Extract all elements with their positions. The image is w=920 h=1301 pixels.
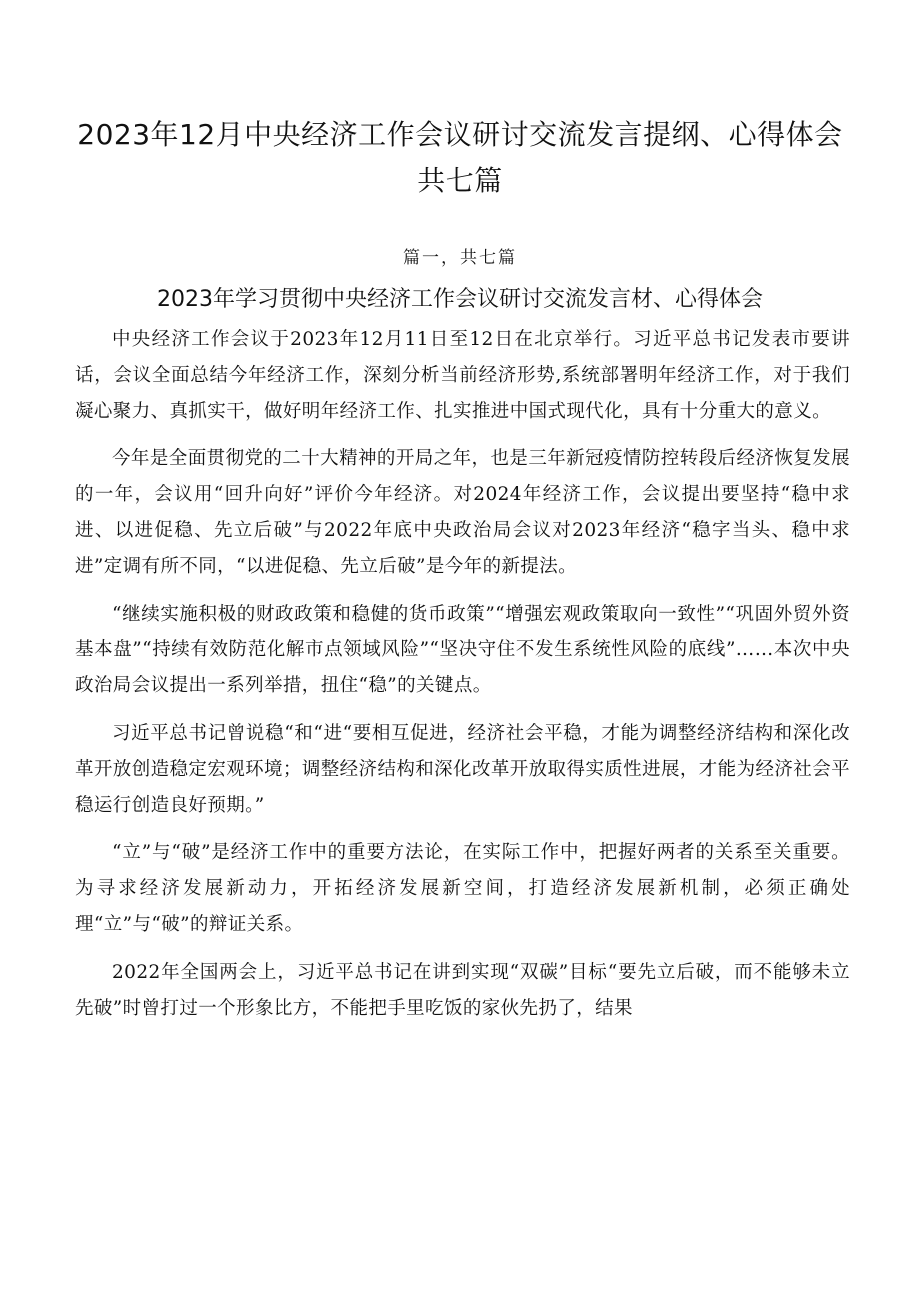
- section-label: 篇一，共七篇: [403, 248, 517, 268]
- article-body: [75, 322, 850, 1038]
- paragraph-1: 中央经济工作会议于2023年12月11日至12日在北京举行。习近平总书记发表市要讲话，会议全面总结今年经济工作，深刻分析当前经济形势,系统部署明年经济工作，对于我们凝心聚力、真抓实干，做好明年经济工作、扎实推进中国式现代化，具有十分重大的意义。: [75, 329, 850, 422]
- document-title: 2023年12月中央经济工作会议研讨交流发言提纲、心得体会共七篇: [77, 118, 843, 197]
- paragraph-3: “继续实施积极的财政政策和稳健的货币政策”“增强宏观政策取向一致性”“巩固外贸外资基本盘”“持续有效防范化解市点领域风险”“坚决守住不发生系统性风险的底线”……本次中央政治局会议提出一系列举措，扭住“稳”的关键点。: [75, 603, 850, 697]
- paragraph-5: “立”与“破”是经济工作中的重要方法论，在实际工作中，把握好两者的关系至关重要。为寻求经济发展新动力，开拓经济发展新空间，打造经济发展新机制，必须正确处理“立”与“破”的辩证关系。: [75, 842, 850, 935]
- paragraph-6: 2022年全国两会上，习近平总书记在讲到实现“双碳”目标“要先立后破，而不能够未立先破”时曾打过一个形象比方，不能把手里吃饭的家伙先扔了，结果: [75, 961, 850, 1019]
- paragraph-4: 习近平总书记曾说稳“和“进“要相互促进，经济社会平稳，才能为调整经济结构和深化改革开放创造稳定宏观环境；调整经济结构和深化改革开放取得实质性进展，才能为经济社会平稳运行创造良好预期。”: [75, 722, 850, 816]
- article-title: 2023年学习贯彻中央经济工作会议研讨交流发言材、心得体会: [157, 287, 763, 312]
- paragraph-2: 今年是全面贯彻党的二十大精神的开局之年，也是三年新冠疫情防控转段后经济恢复发展的一年，会议用“回升向好”评价今年经济。对2024年经济工作，会议提出要坚持“稳中求进、以进促稳、先立后破”与2022年底中央政治局会议对2023年经济“稳字当头、稳中求进”定调有所不同，“以进促稳、先立后破”是今年的新提法。: [75, 448, 850, 577]
